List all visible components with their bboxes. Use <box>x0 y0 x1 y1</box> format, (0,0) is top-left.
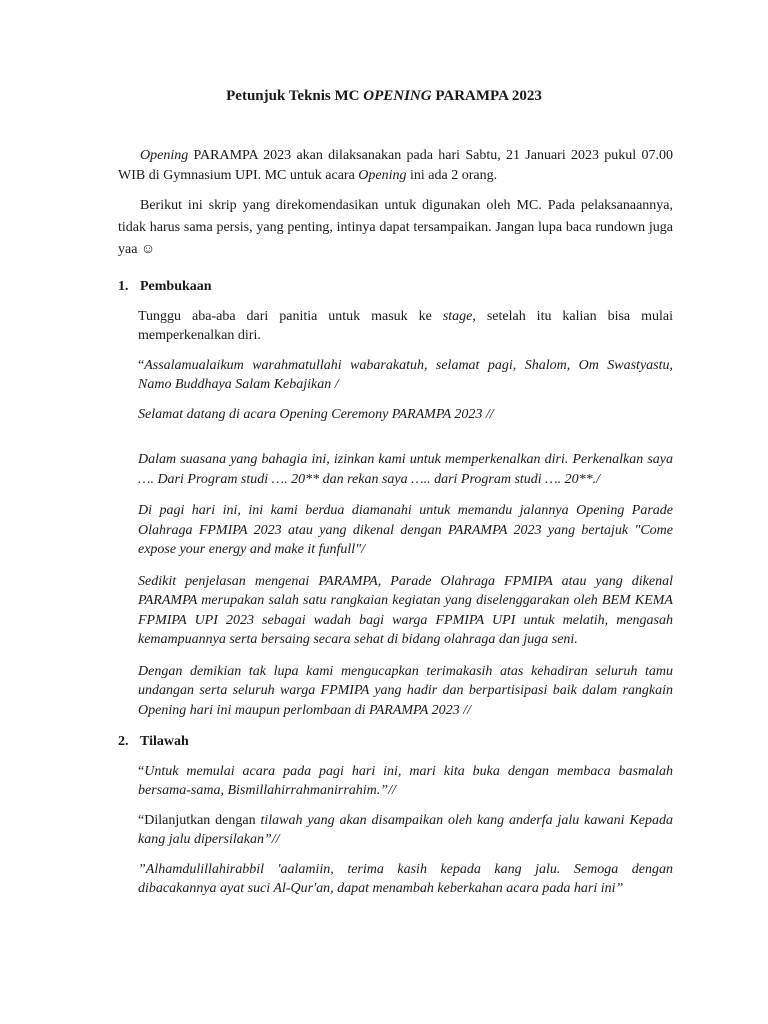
text-italic: stage <box>442 308 473 324</box>
section-number: 2. <box>118 734 129 749</box>
section-number: 1. <box>118 279 129 294</box>
section-title: Pembukaan <box>140 279 212 294</box>
intro-paragraph <box>118 146 673 185</box>
text-italic: Assalamualaikum warahmatullahi wabarakatuh, selamat pagi, Shalom, Om Swastyastu, Namo Buddhaya Salam Kebajikan / <box>138 357 673 392</box>
document-body <box>118 146 673 899</box>
document-title <box>0 88 768 105</box>
text: ini ada 2 orang. <box>406 167 498 183</box>
paragraph: Sedikit penjelasan mengenai PARAMPA, Parade Olahraga FPMIPA atau yang dikenal PARAMPA merupakan salah satu rangkaian kegiatan yang diselenggarakan oleh BEM KEMA FPMIPA UPI 2023 sebagai wadah bagi warga FPMIPA UPI untuk melatih, mengasah kemampuannya serta bersaing secara sehat di bidang olahraga dan juga seni. <box>138 573 673 647</box>
paragraph: Selamat datang di acara Opening Ceremony PARAMPA 2023 // <box>138 406 494 422</box>
section-tilawah <box>138 762 673 899</box>
section-pembukaan <box>138 307 673 721</box>
paragraph <box>138 762 673 801</box>
text: “ <box>138 357 145 373</box>
title-part: Petunjuk Teknis MC <box>226 88 364 104</box>
section-title: Tilawah <box>140 734 189 749</box>
text-italic: Opening <box>140 148 189 163</box>
title-part-italic: OPENING <box>363 88 432 104</box>
text: “Dilanjutkan dengan <box>138 812 261 828</box>
text: “ <box>138 763 145 779</box>
text-italic: tilawah yang akan disampaikan oleh kang anderfa jalu kawani Kepada kang jalu dipersilakan”// <box>138 812 673 847</box>
text-italic: Untuk memulai acara pada pagi hari ini, mari kita buka dengan membaca basmalah bersama-sama, Bismillahirrahmanirrahim.”// <box>138 763 673 798</box>
section-heading-tilawah <box>118 732 673 752</box>
paragraph <box>138 811 673 850</box>
paragraph: Di pagi hari ini, ini kami berdua diamanahi untuk memandu jalannya Opening Parade Olahraga FPMIPA 2023 atau yang dikenal dengan PARAMPA 2023 yang bertajuk "Come expose your energy and make it funfull"/ <box>138 503 673 557</box>
paragraph: Dalam suasana yang bahagia ini, izinkan kami untuk memperkenalkan diri. Perkenalkan saya …. Dari Program studi …. 20** dan rekan saya ….. dari Program studi …. 20**./ <box>138 452 673 487</box>
section-heading-pembukaan <box>118 277 673 297</box>
paragraph <box>138 356 673 395</box>
paragraph: ”Alhamdulillahirabbil 'aalamiin, terima kasih kepada kang jalu. Semoga dengan dibacakannya ayat suci Al-Qur'an, dapat menambah keberkahan acara pada hari ini” <box>138 861 673 896</box>
title-part: PARAMPA 2023 <box>431 88 542 104</box>
text: Tunggu aba-aba dari panitia untuk masuk ke <box>138 308 443 324</box>
paragraph: Dengan demikian tak lupa kami mengucapkan terimakasih atas kehadiran seluruh tamu undangan serta seluruh warga FPMIPA yang hadir dan berpartisipasi baik dalam rangkain Opening hari ini maupun perlombaan di PARAMPA 2023 // <box>138 663 673 718</box>
text-italic: Opening <box>358 167 407 183</box>
text: , setelah itu kalian bisa mulai memperkenalkan diri. <box>138 308 673 343</box>
paragraph <box>138 307 673 346</box>
text: PARAMPA 2023 akan dilaksanakan pada hari Sabtu, 21 Januari 2023 pukul 07.00 WIB di Gymnasium UPI. MC untuk acara <box>118 148 673 183</box>
script-intro-paragraph: Berikut ini skrip yang direkomendasikan untuk digunakan oleh MC. Pada pelaksanaannya, tidak harus sama persis, yang penting, intinya dapat tersampaikan. Jangan lupa baca rundown juga yaa ☺ <box>118 198 673 257</box>
